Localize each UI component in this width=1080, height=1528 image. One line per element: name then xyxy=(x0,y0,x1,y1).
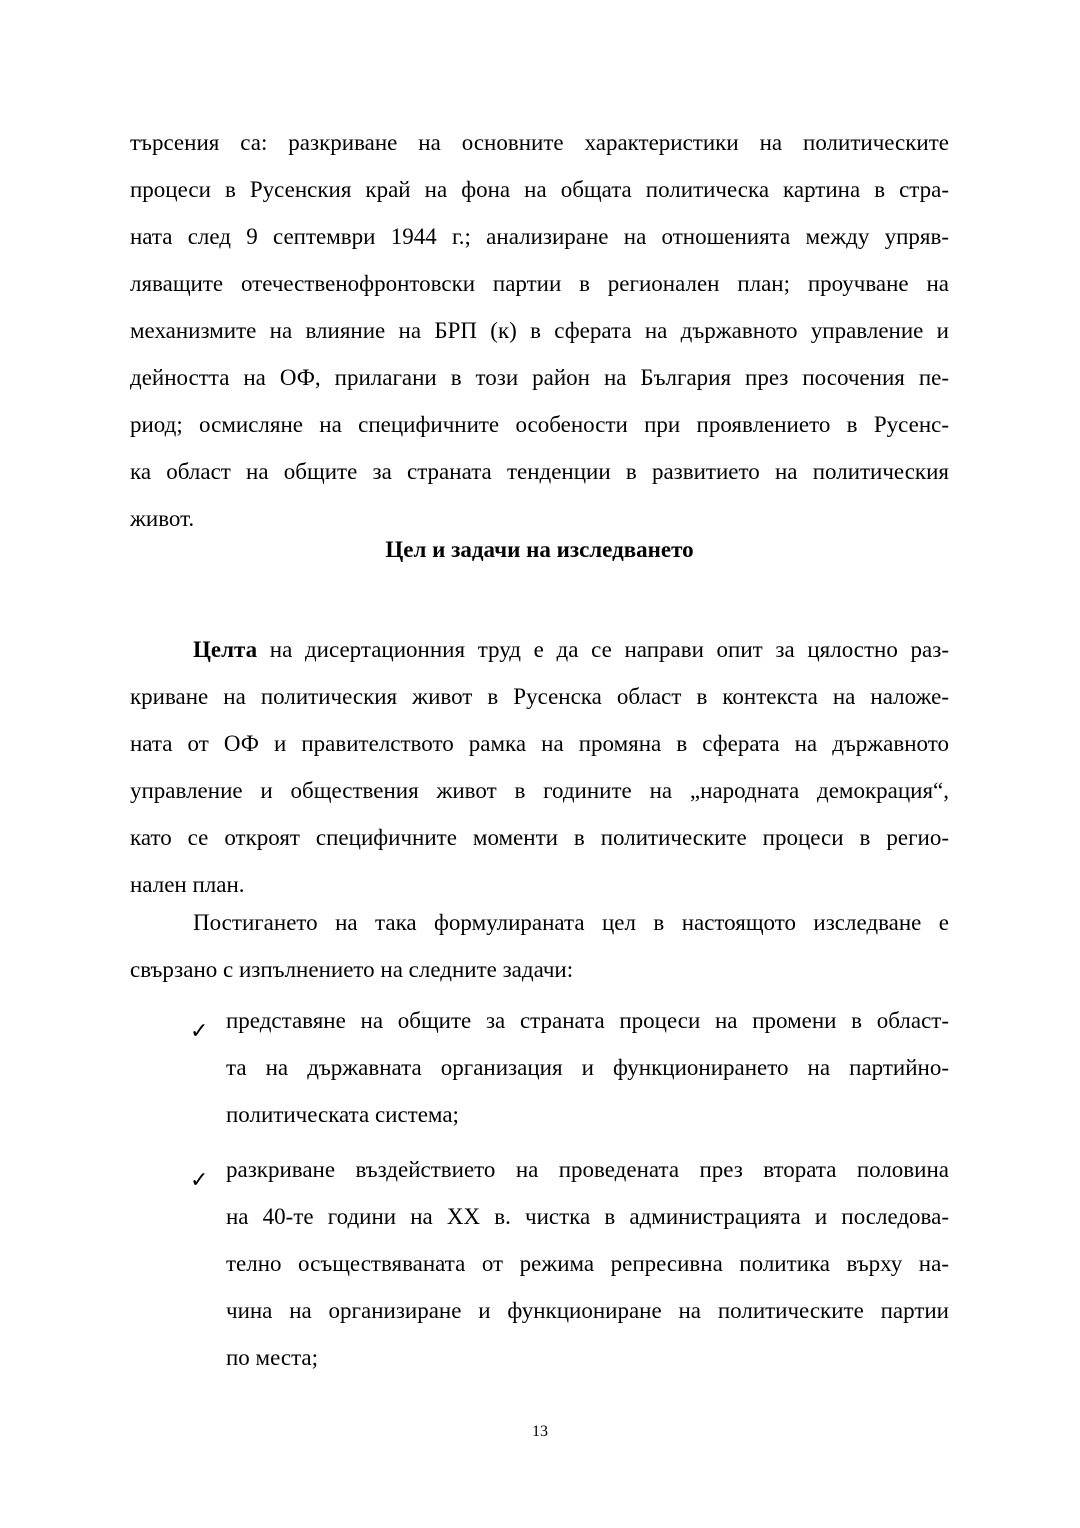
text-line: нален план. xyxy=(130,872,245,897)
bold-term: Целта xyxy=(193,637,258,662)
text-line: по места; xyxy=(226,1345,319,1370)
text-line: чина на организиране и функциониране на политическите партии xyxy=(226,1298,949,1323)
text-line: дейността на ОФ, прилагани в този район на България през посочения пе- xyxy=(130,365,949,390)
text-line: телно осъществяваната от режима репресивна политика върху на- xyxy=(226,1251,949,1276)
text-line: процеси в Русенския край на фона на общата политическа картина в стра- xyxy=(130,177,949,202)
text-line: представяне на общите за страната процеси на промени в област- xyxy=(226,1008,949,1033)
text-line: та на държавната организация и функционирането на партийно- xyxy=(226,1055,949,1080)
text-line: свързано с изпълнението на следните задачи: xyxy=(130,957,574,982)
text-line: криване на политическия живот в Русенска област в контекста на наложе- xyxy=(130,684,949,709)
page-number: 13 xyxy=(532,1423,548,1440)
text-line: на 40-те години на XX в. чистка в администрацията и последова- xyxy=(226,1204,949,1229)
text-line: разкриване въздействието на проведената през втората половина xyxy=(226,1157,949,1182)
text-line: ната след 9 септември 1944 г.; анализиране на отношенията между упряв- xyxy=(130,224,949,249)
goal-paragraph xyxy=(130,637,949,919)
intro-paragraph xyxy=(130,119,949,542)
text-line: механизмите на влияние на БРП (к) в сферата на държавното управление и xyxy=(130,318,949,343)
text-line: ка област на общите за страната тенденции в развитието на политическия xyxy=(130,459,949,484)
text-line: като се откроят специфичните моменти в политическите процеси в регио- xyxy=(130,825,949,850)
checkmark-icon: ✓ xyxy=(190,1168,209,1193)
task-list xyxy=(130,1008,949,1392)
tasks-intro-paragraph xyxy=(130,910,949,1004)
list-item xyxy=(190,1157,949,1392)
text-line: живот. xyxy=(130,506,195,531)
text-line: управление и обществения живот в годините на „народната демокрация“, xyxy=(130,778,949,803)
text-line: Постигането на така формулираната цел в настоящото изследване е xyxy=(193,910,949,935)
text-line: ната от ОФ и правителството рамка на промяна в сферата на държавното xyxy=(130,731,949,756)
checkmark-icon: ✓ xyxy=(190,1019,209,1044)
text-line: риод; осмисляне на специфичните особености при проявлението в Русенс- xyxy=(130,412,949,437)
text-line: политическата система; xyxy=(226,1102,459,1127)
text-line: ляващите отечественофронтовски партии в регионален план; проучване на xyxy=(130,271,949,296)
text-line xyxy=(130,637,949,684)
text-line: търсения са: разкриване на основните характеристики на политическите xyxy=(130,130,949,155)
section-heading: Цел и задачи на изследването xyxy=(385,537,694,562)
text-fragment: на дисертационния труд е да се направи опит за цялостно раз- xyxy=(257,637,949,662)
list-item xyxy=(190,1008,949,1149)
